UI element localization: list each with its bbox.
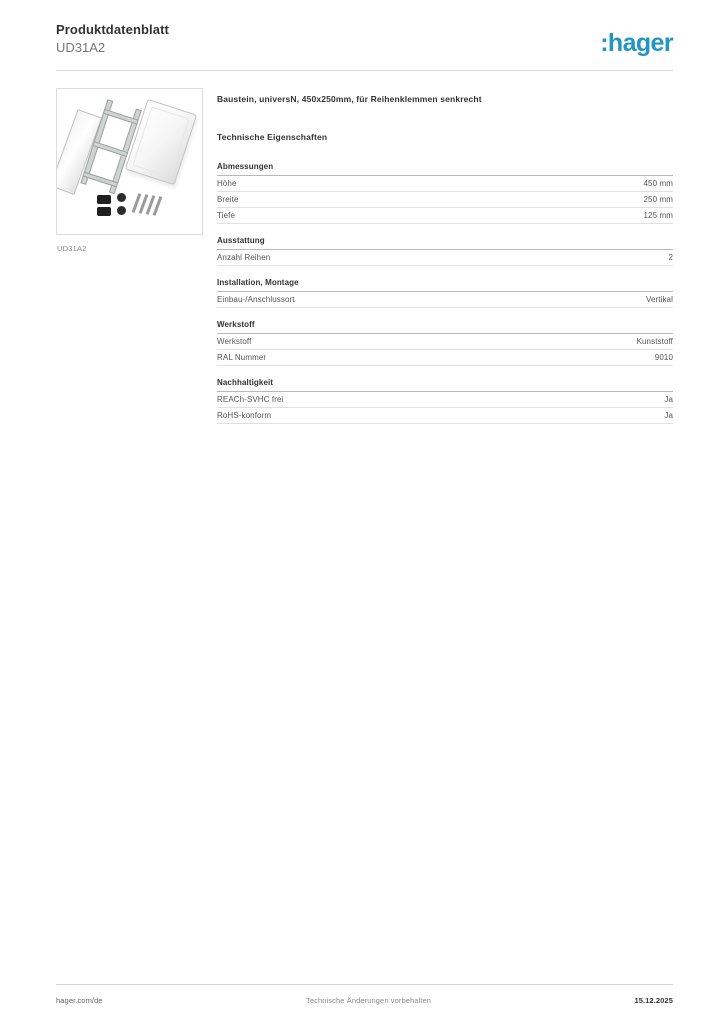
spec-row	[217, 350, 673, 366]
spec-value: 2	[668, 253, 673, 262]
spec-label: Werkstoff	[217, 337, 252, 346]
spec-group	[217, 162, 673, 224]
product-image	[56, 88, 203, 235]
page-title: Produktdatenblatt	[56, 22, 169, 37]
spec-value: Ja	[664, 411, 673, 420]
product-reference: UD31A2	[56, 40, 106, 55]
spec-row	[217, 250, 673, 266]
image-caption: UD31A2	[57, 244, 87, 253]
spec-label: RoHS-konform	[217, 411, 272, 420]
product-illustration	[57, 89, 202, 234]
spec-row	[217, 176, 673, 192]
spec-group-title: Ausstattung	[217, 236, 673, 250]
spec-value: 125 mm	[643, 211, 673, 220]
spec-row	[217, 208, 673, 224]
spec-group	[217, 320, 673, 366]
spec-label: Höhe	[217, 179, 237, 188]
spec-value: 250 mm	[643, 195, 673, 204]
spec-value: Ja	[664, 395, 673, 404]
spec-row	[217, 292, 673, 308]
spec-label: RAL Nummer	[217, 353, 267, 362]
spec-value: 9010	[654, 353, 673, 362]
spec-group-title: Installation, Montage	[217, 278, 673, 292]
specification-content	[217, 94, 673, 436]
spec-value: 450 mm	[643, 179, 673, 188]
spec-group-title: Abmessungen	[217, 162, 673, 176]
footer-website-link[interactable]: hager.com/de	[56, 996, 103, 1005]
spec-label: Einbau-/Anschlussort	[217, 295, 295, 304]
spec-group	[217, 278, 673, 308]
spec-group	[217, 236, 673, 266]
spec-group-title: Werkstoff	[217, 320, 673, 334]
spec-row	[217, 408, 673, 424]
footer-divider	[56, 984, 673, 985]
spec-group-title: Nachhaltigkeit	[217, 378, 673, 392]
spec-row	[217, 192, 673, 208]
hager-logo: :hager	[600, 29, 673, 57]
section-title-technical: Technische Eigenschaften	[217, 132, 328, 142]
accessory-parts-shape	[97, 193, 173, 223]
footer-disclaimer: Technische Änderungen vorbehalten	[306, 996, 432, 1005]
spec-value: Vertikal	[645, 295, 673, 304]
page-header	[56, 22, 673, 70]
spec-label: Anzahl Reihen	[217, 253, 271, 262]
spec-group	[217, 378, 673, 424]
spec-row	[217, 334, 673, 350]
product-description: Baustein, universN, 450x250mm, für Reihenklemmen senkrecht	[217, 94, 482, 104]
page-footer	[56, 996, 673, 1005]
specification-groups	[217, 162, 673, 424]
footer-date: 15.12.2025	[634, 996, 673, 1005]
spec-row	[217, 392, 673, 408]
spec-label: REACh-SVHC frei	[217, 395, 284, 404]
spec-label: Tiefe	[217, 211, 235, 220]
spec-label: Breite	[217, 195, 239, 204]
spec-value: Kunststoff	[636, 337, 673, 346]
header-divider	[56, 70, 673, 71]
